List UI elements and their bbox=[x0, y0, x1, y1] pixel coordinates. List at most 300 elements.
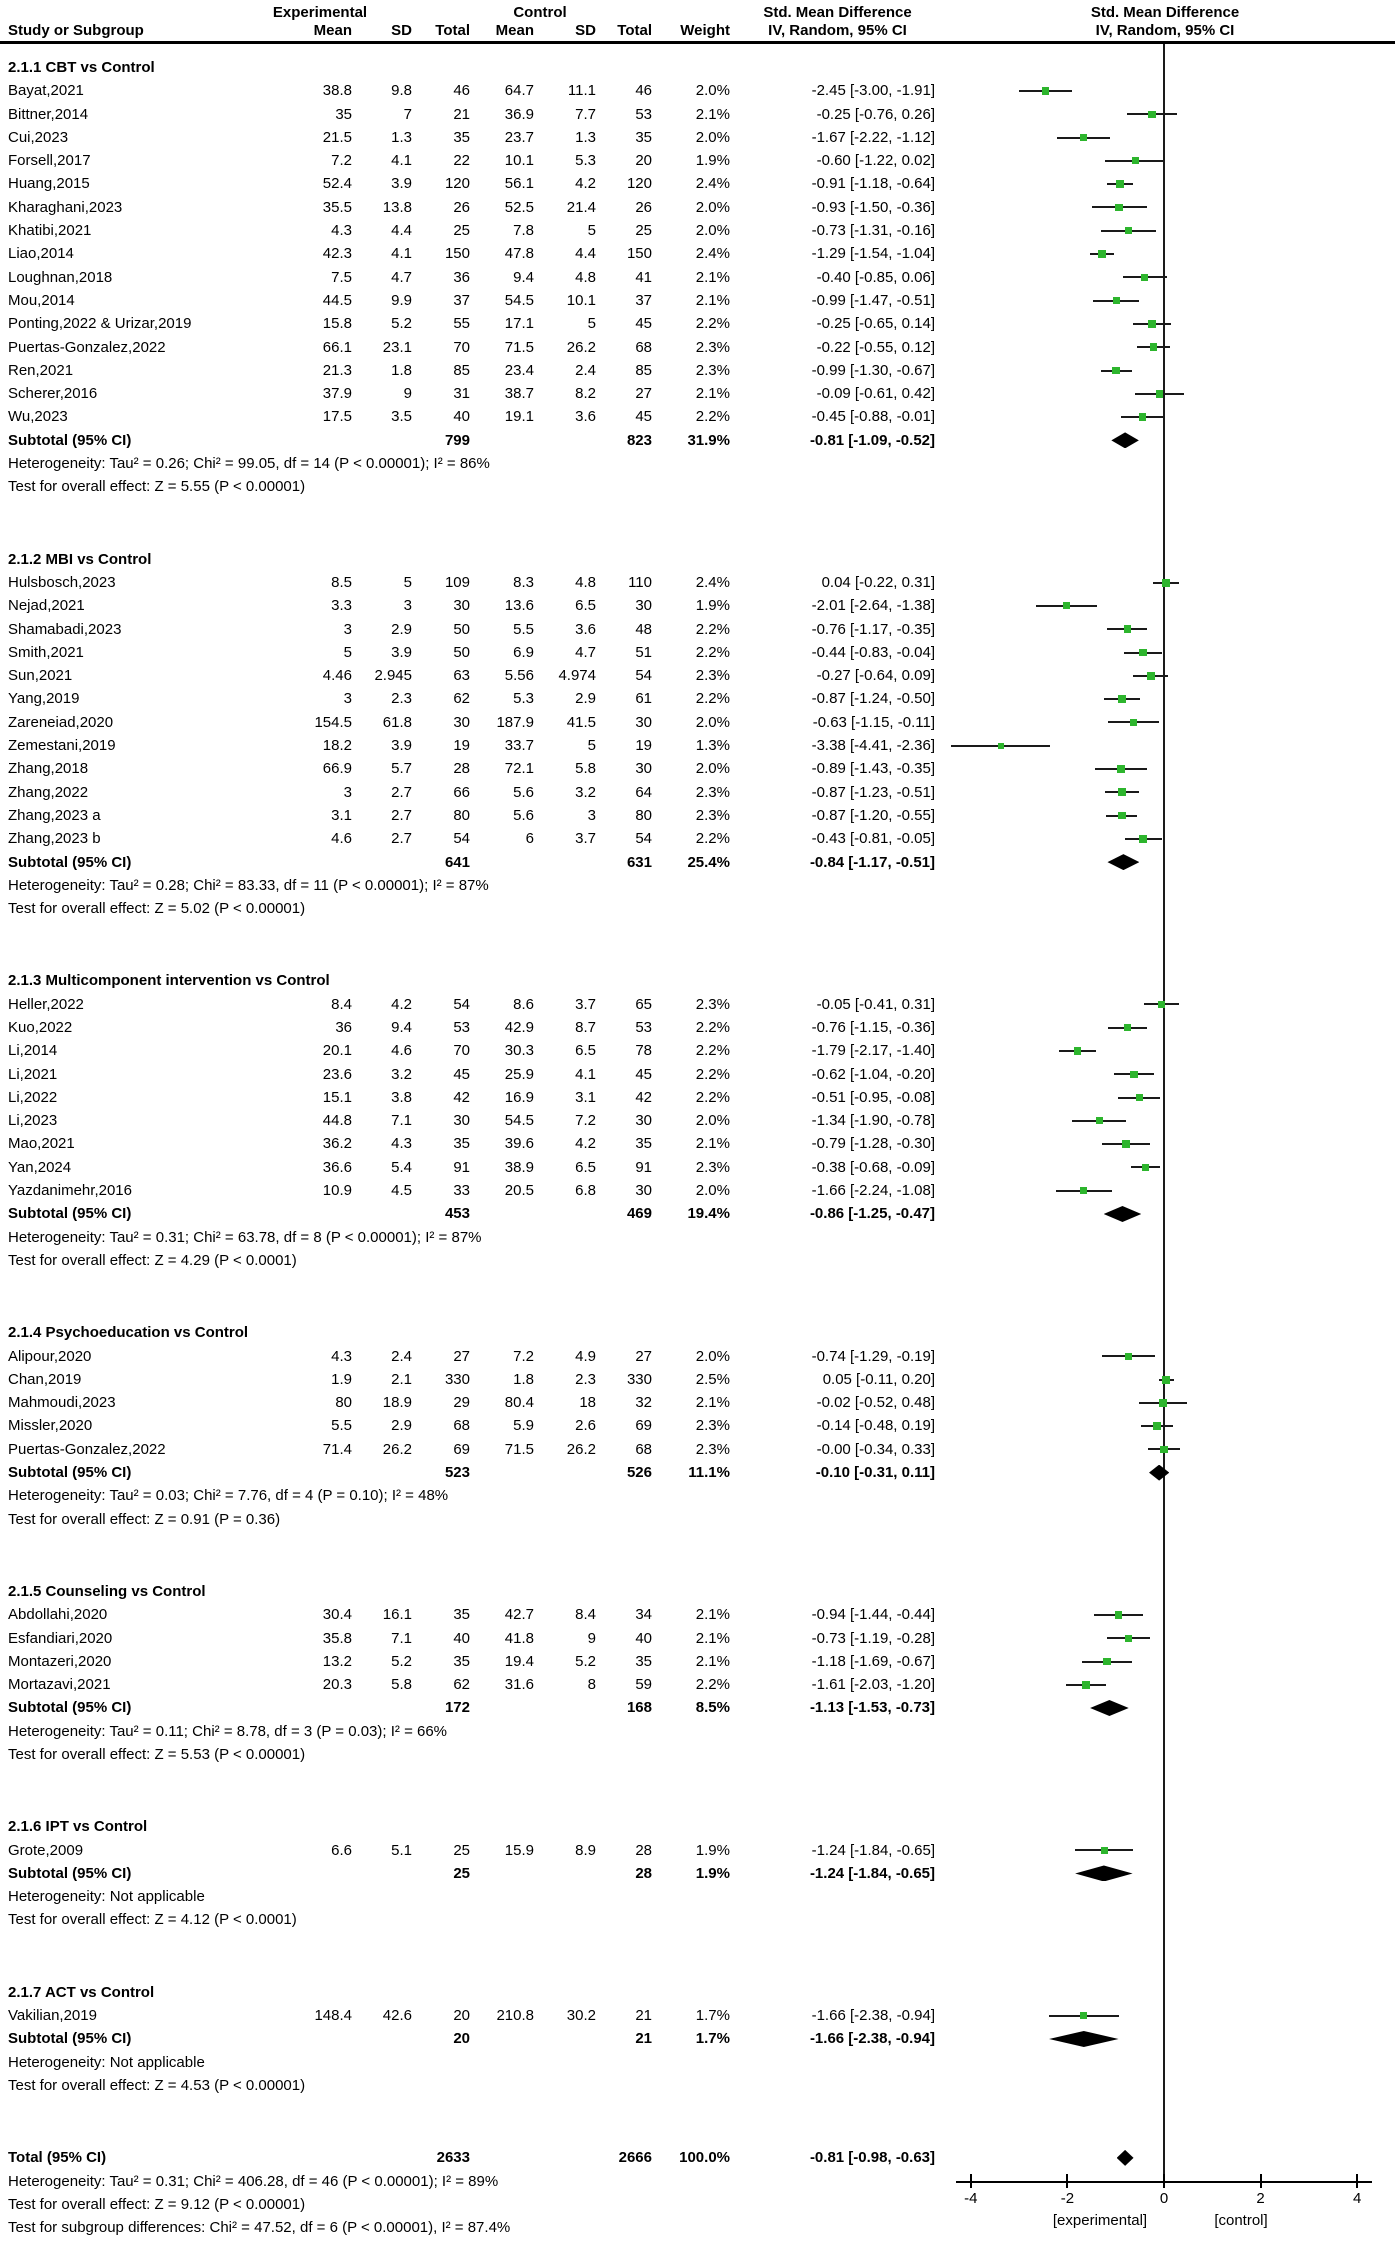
ctrl-total: 35 bbox=[635, 1135, 652, 1153]
ci-text: -0.38 [-0.68, -0.09] bbox=[811, 1158, 935, 1176]
ci-text: -1.24 [-1.84, -0.65] bbox=[811, 1841, 935, 1859]
ctrl-sd: 8.2 bbox=[575, 385, 596, 403]
exp-sd: 7.1 bbox=[391, 1629, 412, 1647]
study-row bbox=[0, 1179, 1395, 1202]
axis-tick bbox=[1356, 2174, 1358, 2188]
axis-tick-label: -2 bbox=[1060, 2190, 1075, 2207]
section-title-row-text: 2.1.4 Psychoeducation vs Control bbox=[8, 1324, 249, 1342]
exp-total: 31 bbox=[453, 385, 470, 403]
exp-total: 91 bbox=[453, 1158, 470, 1176]
exp-sd: 2.7 bbox=[391, 783, 412, 801]
ctrl-total: 120 bbox=[626, 175, 652, 193]
exp-mean: 44.5 bbox=[322, 291, 352, 309]
exp-mean: 3.1 bbox=[331, 806, 352, 824]
effect-marker bbox=[1101, 1847, 1108, 1854]
study-row bbox=[0, 149, 1395, 172]
ctrl-mean: 80.4 bbox=[504, 1394, 534, 1412]
ctrl-sd: 11.1 bbox=[567, 82, 596, 100]
exp-sd-column-header: SD bbox=[391, 22, 412, 39]
pooled-diamond bbox=[1104, 1206, 1142, 1222]
weight: 2.0% bbox=[695, 1347, 730, 1365]
effect-marker bbox=[1080, 134, 1087, 141]
study-label: Subtotal (95% CI) bbox=[8, 1464, 132, 1482]
ctrl-sd: 21.4 bbox=[566, 198, 596, 216]
exp-mean: 5 bbox=[343, 643, 352, 661]
ctrl-sd: 3.1 bbox=[575, 1088, 596, 1106]
exp-mean: 15.8 bbox=[322, 315, 352, 333]
effect-marker bbox=[1130, 1071, 1138, 1079]
ctrl-sd: 7.2 bbox=[575, 1112, 596, 1130]
note-row-text: Heterogeneity: Tau² = 0.28; Chi² = 83.33, df = 11 (P < 0.00001); I² = 87% bbox=[8, 876, 489, 894]
section-title-row bbox=[0, 1580, 1395, 1603]
study-label: Li,2014 bbox=[8, 1042, 58, 1060]
ci-text: -0.87 [-1.24, -0.50] bbox=[811, 690, 935, 708]
study-label: Abdollahi,2020 bbox=[8, 1606, 108, 1624]
exp-sd: 7 bbox=[403, 105, 412, 123]
ctrl-sd: 4.8 bbox=[575, 268, 596, 286]
study-label: Kharaghani,2023 bbox=[8, 198, 123, 216]
study-row bbox=[0, 1650, 1395, 1673]
ctrl-total: 20 bbox=[635, 152, 652, 170]
ci-text: -0.73 [-1.19, -0.28] bbox=[811, 1629, 935, 1647]
effect-marker bbox=[1156, 390, 1163, 397]
study-row bbox=[0, 804, 1395, 827]
study-row bbox=[0, 711, 1395, 734]
note-row bbox=[0, 1226, 1395, 1249]
exp-total: 35 bbox=[453, 1606, 470, 1624]
exp-mean: 3.3 bbox=[331, 597, 352, 615]
effect-marker bbox=[1115, 204, 1122, 211]
study-label: Grote,2009 bbox=[8, 1841, 84, 1859]
ci-text: -1.34 [-1.90, -0.78] bbox=[811, 1112, 935, 1130]
exp-total: 69 bbox=[453, 1440, 470, 1458]
study-row bbox=[0, 312, 1395, 335]
weight: 2.2% bbox=[695, 830, 730, 848]
weight: 2.3% bbox=[695, 1417, 730, 1435]
note-row-text: Heterogeneity: Not applicable bbox=[8, 1888, 205, 1906]
ci-text: -0.62 [-1.04, -0.20] bbox=[811, 1065, 935, 1083]
ctrl-mean: 19.1 bbox=[504, 408, 534, 426]
pooled-diamond bbox=[1075, 1865, 1132, 1881]
exp-sd: 5.7 bbox=[391, 760, 412, 778]
note-row bbox=[0, 2051, 1395, 2074]
note-row bbox=[0, 874, 1395, 897]
exp-total: 46 bbox=[453, 82, 470, 100]
study-label: Esfandiari,2020 bbox=[8, 1629, 113, 1647]
exp-sd: 5.1 bbox=[391, 1841, 412, 1859]
exp-mean: 80 bbox=[335, 1394, 352, 1412]
exp-mean: 17.5 bbox=[322, 408, 352, 426]
study-label: Zemestani,2019 bbox=[8, 737, 116, 755]
study-row bbox=[0, 242, 1395, 265]
ci-text: -0.40 [-0.85, 0.06] bbox=[816, 268, 935, 286]
study-row bbox=[0, 2004, 1395, 2027]
section-title-row-text: 2.1.1 CBT vs Control bbox=[8, 59, 155, 76]
study-label: Subtotal (95% CI) bbox=[8, 853, 132, 871]
ctrl-sd: 1.3 bbox=[575, 128, 596, 146]
exp-sd: 2.1 bbox=[391, 1370, 412, 1388]
ctrl-total: 69 bbox=[635, 1417, 652, 1435]
study-row bbox=[0, 1063, 1395, 1086]
weight: 2.2% bbox=[695, 1088, 730, 1106]
weight: 2.4% bbox=[695, 573, 730, 591]
ci-text: -0.02 [-0.52, 0.48] bbox=[816, 1394, 935, 1412]
exp-mean: 7.2 bbox=[331, 152, 352, 170]
ctrl-mean: 210.8 bbox=[496, 2007, 534, 2025]
study-label: Hulsbosch,2023 bbox=[8, 573, 116, 591]
section-title-row bbox=[0, 56, 1395, 79]
study-row bbox=[0, 266, 1395, 289]
exp-total: 29 bbox=[453, 1394, 470, 1412]
ctrl-mean: 52.5 bbox=[504, 198, 534, 216]
effect-marker bbox=[1080, 2012, 1087, 2019]
exp-mean: 66.9 bbox=[322, 760, 352, 778]
ctrl-mean: 42.9 bbox=[504, 1018, 534, 1036]
ci-text: 0.05 [-0.11, 0.20] bbox=[822, 1370, 935, 1388]
study-row bbox=[0, 1109, 1395, 1132]
ctrl-total: 54 bbox=[635, 667, 652, 685]
exp-sd: 9 bbox=[403, 385, 412, 403]
exp-sd: 3.2 bbox=[391, 1065, 412, 1083]
ci-text: -1.18 [-1.69, -0.67] bbox=[811, 1652, 935, 1670]
exp-sd: 3.9 bbox=[391, 175, 412, 193]
study-label: Mortazavi,2021 bbox=[8, 1676, 111, 1694]
exp-total: 150 bbox=[444, 245, 470, 263]
exp-total: 53 bbox=[453, 1018, 470, 1036]
ctrl-total: 34 bbox=[635, 1606, 652, 1624]
ctrl-total: 45 bbox=[635, 315, 652, 333]
study-label: Mou,2014 bbox=[8, 291, 75, 309]
exp-sd: 13.8 bbox=[382, 198, 412, 216]
exp-mean: 42.3 bbox=[322, 245, 352, 263]
ci-text: -1.29 [-1.54, -1.04] bbox=[811, 245, 935, 263]
weight: 2.3% bbox=[695, 667, 730, 685]
exp-mean: 71.4 bbox=[322, 1440, 352, 1458]
weight: 2.2% bbox=[695, 1676, 730, 1694]
ctrl-sd: 3 bbox=[587, 806, 596, 824]
exp-sd: 9.9 bbox=[391, 291, 412, 309]
note-row bbox=[0, 475, 1395, 498]
subtotal-row bbox=[0, 2027, 1395, 2050]
effect-marker bbox=[1159, 1399, 1166, 1406]
exp-sd: 2.945 bbox=[374, 667, 412, 685]
study-label: Li,2021 bbox=[8, 1065, 58, 1083]
study-label: Subtotal (95% CI) bbox=[8, 431, 132, 449]
weight: 2.0% bbox=[695, 713, 730, 731]
effect-marker bbox=[1117, 765, 1124, 772]
exp-sd: 3.5 bbox=[391, 408, 412, 426]
subtotal-row bbox=[0, 851, 1395, 874]
weight-column-header: Weight bbox=[680, 22, 730, 39]
ctrl-total: 78 bbox=[635, 1042, 652, 1060]
note-row-text: Test for subgroup differences: Chi² = 47.52, df = 6 (P < 0.00001), I² = 87.4% bbox=[8, 2219, 511, 2237]
note-row bbox=[0, 1484, 1395, 1507]
ctrl-mean: 30.3 bbox=[504, 1042, 534, 1060]
pooled-diamond bbox=[1111, 432, 1139, 448]
ctrl-mean: 19.4 bbox=[504, 1652, 534, 1670]
weight: 25.4% bbox=[687, 853, 730, 871]
ci-text: -1.61 [-2.03, -1.20] bbox=[811, 1676, 935, 1694]
exp-sd: 23.1 bbox=[382, 338, 412, 356]
ctrl-sd: 6.8 bbox=[575, 1182, 596, 1200]
note-row-text: Heterogeneity: Tau² = 0.11; Chi² = 8.78, df = 3 (P = 0.03); I² = 66% bbox=[8, 1722, 448, 1740]
exp-mean: 18.2 bbox=[322, 737, 352, 755]
ctrl-total: 68 bbox=[635, 338, 652, 356]
ctrl-total: 46 bbox=[635, 82, 652, 100]
ci-text: -1.66 [-2.38, -0.94] bbox=[811, 2007, 935, 2025]
exp-sd: 2.9 bbox=[391, 1417, 412, 1435]
study-label: Subtotal (95% CI) bbox=[8, 1699, 132, 1717]
exp-mean: 8.4 bbox=[331, 995, 352, 1013]
study-label: Kuo,2022 bbox=[8, 1018, 73, 1036]
ctrl-mean: 6.9 bbox=[513, 643, 534, 661]
exp-sd: 42.6 bbox=[382, 2007, 412, 2025]
ctrl-total: 30 bbox=[635, 597, 652, 615]
exp-total: 35 bbox=[453, 1135, 470, 1153]
ci-text: -0.74 [-1.29, -0.19] bbox=[811, 1347, 935, 1365]
effect-marker bbox=[998, 743, 1004, 749]
ctrl-total: 330 bbox=[626, 1370, 652, 1388]
ctrl-mean: 23.7 bbox=[504, 128, 534, 146]
weight: 100.0% bbox=[679, 2149, 730, 2167]
exp-sd: 2.9 bbox=[391, 620, 412, 638]
ctrl-mean: 1.8 bbox=[513, 1370, 534, 1388]
weight: 11.1% bbox=[688, 1464, 730, 1482]
ctrl-total: 51 bbox=[635, 643, 652, 661]
exp-total: 62 bbox=[453, 690, 470, 708]
study-row bbox=[0, 219, 1395, 242]
exp-total: 30 bbox=[453, 597, 470, 615]
ctrl-sd: 8.4 bbox=[575, 1606, 596, 1624]
study-row bbox=[0, 126, 1395, 149]
weight: 2.3% bbox=[695, 995, 730, 1013]
weight: 2.2% bbox=[695, 1018, 730, 1036]
exp-total-column-header: Total bbox=[435, 22, 470, 39]
weight: 2.0% bbox=[695, 1112, 730, 1130]
section-title-row bbox=[0, 1321, 1395, 1344]
weight: 2.0% bbox=[695, 760, 730, 778]
effect-marker bbox=[1082, 1681, 1090, 1689]
ci-text: -0.81 [-0.98, -0.63] bbox=[809, 2149, 935, 2167]
note-row bbox=[0, 1743, 1395, 1766]
study-row bbox=[0, 289, 1395, 312]
weight: 2.0% bbox=[695, 222, 730, 240]
study-label: Zhang,2022 bbox=[8, 783, 89, 801]
ci-text: -0.45 [-0.88, -0.01] bbox=[811, 408, 935, 426]
ci-text: -0.44 [-0.83, -0.04] bbox=[811, 643, 935, 661]
ctrl-mean: 5.3 bbox=[513, 690, 534, 708]
exp-total: 55 bbox=[453, 315, 470, 333]
ctrl-sd-column-header: SD bbox=[575, 22, 596, 39]
effect-marker bbox=[1141, 274, 1148, 281]
exp-sd: 1.3 bbox=[391, 128, 412, 146]
ctrl-total: 45 bbox=[635, 1065, 652, 1083]
ctrl-sd: 6.5 bbox=[575, 1042, 596, 1060]
ctrl-mean: 25.9 bbox=[504, 1065, 534, 1083]
study-label: Mahmoudi,2023 bbox=[8, 1394, 116, 1412]
study-label: Ren,2021 bbox=[8, 361, 74, 379]
note-row-text: Test for overall effect: Z = 9.12 (P < 0.00001) bbox=[8, 2195, 306, 2213]
effect-marker bbox=[1142, 1164, 1150, 1172]
ctrl-total: 64 bbox=[635, 783, 652, 801]
exp-mean: 35.5 bbox=[322, 198, 352, 216]
ctrl-total: 53 bbox=[635, 105, 652, 123]
ctrl-total: 823 bbox=[626, 431, 652, 449]
ctrl-sd: 5.8 bbox=[575, 760, 596, 778]
axis-tick-label: 4 bbox=[1353, 2190, 1362, 2207]
exp-mean: 36 bbox=[335, 1018, 352, 1036]
note-row bbox=[0, 2193, 1395, 2216]
study-label: Scherer,2016 bbox=[8, 385, 98, 403]
effect-marker bbox=[1150, 343, 1158, 351]
effect-marker bbox=[1125, 227, 1132, 234]
ctrl-mean: 13.6 bbox=[504, 597, 534, 615]
ci-text: -1.66 [-2.24, -1.08] bbox=[811, 1182, 935, 1200]
axis-tick-label: 2 bbox=[1256, 2190, 1265, 2207]
exp-sd: 4.1 bbox=[391, 245, 412, 263]
study-label: Nejad,2021 bbox=[8, 597, 85, 615]
ctrl-total: 85 bbox=[635, 361, 652, 379]
ctrl-mean-column-header: Mean bbox=[495, 22, 534, 39]
exp-total: 109 bbox=[444, 573, 470, 591]
ctrl-total: 28 bbox=[635, 1841, 652, 1859]
ci-text: -3.38 [-4.41, -2.36] bbox=[811, 737, 935, 755]
ci-text: -0.73 [-1.31, -0.16] bbox=[811, 222, 935, 240]
forest-rows bbox=[0, 56, 1395, 2239]
exp-mean: 1.9 bbox=[331, 1370, 352, 1388]
weight: 2.2% bbox=[695, 690, 730, 708]
note-row bbox=[0, 1720, 1395, 1743]
ctrl-sd: 41.5 bbox=[566, 713, 596, 731]
weight: 2.0% bbox=[695, 82, 730, 100]
effect-marker bbox=[1116, 180, 1124, 188]
effect-marker bbox=[1074, 1047, 1082, 1055]
study-label: Huang,2015 bbox=[8, 175, 90, 193]
ci-text: -0.25 [-0.65, 0.14] bbox=[816, 315, 935, 333]
note-row bbox=[0, 897, 1395, 920]
note-row bbox=[0, 2074, 1395, 2097]
ctrl-mean: 10.1 bbox=[504, 152, 534, 170]
ctrl-sd: 5.3 bbox=[575, 152, 596, 170]
note-row-text: Heterogeneity: Not applicable bbox=[8, 2053, 205, 2071]
weight: 2.3% bbox=[695, 806, 730, 824]
exp-sd: 4.4 bbox=[391, 222, 412, 240]
exp-total: 26 bbox=[453, 198, 470, 216]
ctrl-total: 631 bbox=[626, 853, 652, 871]
study-row bbox=[0, 827, 1395, 850]
section-title-row bbox=[0, 1815, 1395, 1838]
exp-total: 27 bbox=[453, 1347, 470, 1365]
exp-mean: 154.5 bbox=[314, 713, 352, 731]
ctrl-total: 42 bbox=[635, 1088, 652, 1106]
study-label: Puertas-Gonzalez,2022 bbox=[8, 338, 166, 356]
exp-total: 66 bbox=[453, 783, 470, 801]
study-label: Zhang,2023 b bbox=[8, 830, 101, 848]
study-row bbox=[0, 1391, 1395, 1414]
ci-text: -0.22 [-0.55, 0.12] bbox=[816, 338, 935, 356]
ctrl-sd: 3.2 bbox=[575, 783, 596, 801]
exp-sd: 1.8 bbox=[391, 361, 412, 379]
ctrl-total: 35 bbox=[635, 1652, 652, 1670]
study-row bbox=[0, 687, 1395, 710]
exp-total: 22 bbox=[453, 152, 470, 170]
effect-marker bbox=[1153, 1422, 1161, 1430]
weight: 2.2% bbox=[695, 1042, 730, 1060]
exp-mean: 5.5 bbox=[331, 1417, 352, 1435]
ctrl-mean: 15.9 bbox=[504, 1841, 534, 1859]
ctrl-sd: 4.974 bbox=[558, 667, 596, 685]
ci-text: -0.14 [-0.48, 0.19] bbox=[816, 1417, 935, 1435]
study-label: Alipour,2020 bbox=[8, 1347, 92, 1365]
study-row bbox=[0, 734, 1395, 757]
exp-sd: 2.7 bbox=[391, 830, 412, 848]
ci-text: -0.76 [-1.17, -0.35] bbox=[811, 620, 935, 638]
note-row bbox=[0, 1508, 1395, 1531]
exp-total: 172 bbox=[444, 1699, 470, 1717]
study-row bbox=[0, 571, 1395, 594]
exp-sd: 5 bbox=[403, 573, 412, 591]
ci-plot-header: IV, Random, 95% CI bbox=[1095, 22, 1235, 39]
note-row-text: Test for overall effect: Z = 5.53 (P < 0.00001) bbox=[8, 1746, 306, 1763]
section-title-row-text: 2.1.5 Counseling vs Control bbox=[8, 1582, 206, 1600]
ctrl-mean: 71.5 bbox=[504, 1440, 534, 1458]
study-label: Heller,2022 bbox=[8, 995, 84, 1013]
exp-mean: 35.8 bbox=[322, 1629, 352, 1647]
study-label: Subtotal (95% CI) bbox=[8, 2030, 132, 2048]
weight: 2.1% bbox=[695, 1629, 730, 1647]
exp-mean: 66.1 bbox=[322, 338, 352, 356]
header-divider bbox=[0, 41, 1395, 44]
study-row bbox=[0, 382, 1395, 405]
ctrl-total: 30 bbox=[635, 1112, 652, 1130]
ctrl-mean: 6 bbox=[525, 830, 534, 848]
ctrl-total: 21 bbox=[635, 2030, 652, 2048]
ctrl-total: 110 bbox=[628, 573, 652, 591]
exp-mean: 35 bbox=[335, 105, 352, 123]
exp-mean: 21.5 bbox=[322, 128, 352, 146]
study-row bbox=[0, 359, 1395, 382]
exp-total: 40 bbox=[453, 1629, 470, 1647]
exp-total: 25 bbox=[453, 222, 470, 240]
study-row bbox=[0, 757, 1395, 780]
ctrl-mean: 8.6 bbox=[513, 995, 534, 1013]
effect-marker bbox=[1130, 719, 1137, 726]
study-label: Li,2022 bbox=[8, 1088, 58, 1106]
ci-text: -0.94 [-1.44, -0.44] bbox=[811, 1606, 935, 1624]
note-row-text: Heterogeneity: Tau² = 0.26; Chi² = 99.05, df = 14 (P < 0.00001); I² = 86% bbox=[8, 455, 490, 473]
ctrl-total: 32 bbox=[635, 1394, 652, 1412]
ci-text: -0.84 [-1.17, -0.51] bbox=[809, 853, 935, 871]
pooled-diamond bbox=[1149, 1465, 1169, 1481]
study-row bbox=[0, 172, 1395, 195]
exp-sd: 2.3 bbox=[391, 690, 412, 708]
pooled-diamond bbox=[1117, 2150, 1134, 2166]
effect-marker bbox=[1118, 788, 1126, 796]
exp-total: 453 bbox=[444, 1205, 470, 1223]
axis-tick bbox=[1260, 2174, 1262, 2188]
ctrl-sd: 6.5 bbox=[575, 597, 596, 615]
study-label: Liao,2014 bbox=[8, 245, 74, 263]
exp-mean: 15.1 bbox=[322, 1088, 352, 1106]
effect-marker bbox=[1158, 1001, 1166, 1009]
ctrl-sd: 26.2 bbox=[566, 338, 596, 356]
ctrl-sd: 4.7 bbox=[575, 643, 596, 661]
weight: 2.3% bbox=[695, 338, 730, 356]
weight: 2.3% bbox=[695, 1440, 730, 1458]
study-label: Sun,2021 bbox=[8, 667, 73, 685]
ctrl-total: 2666 bbox=[618, 2149, 652, 2167]
exp-mean: 148.4 bbox=[314, 2007, 352, 2025]
